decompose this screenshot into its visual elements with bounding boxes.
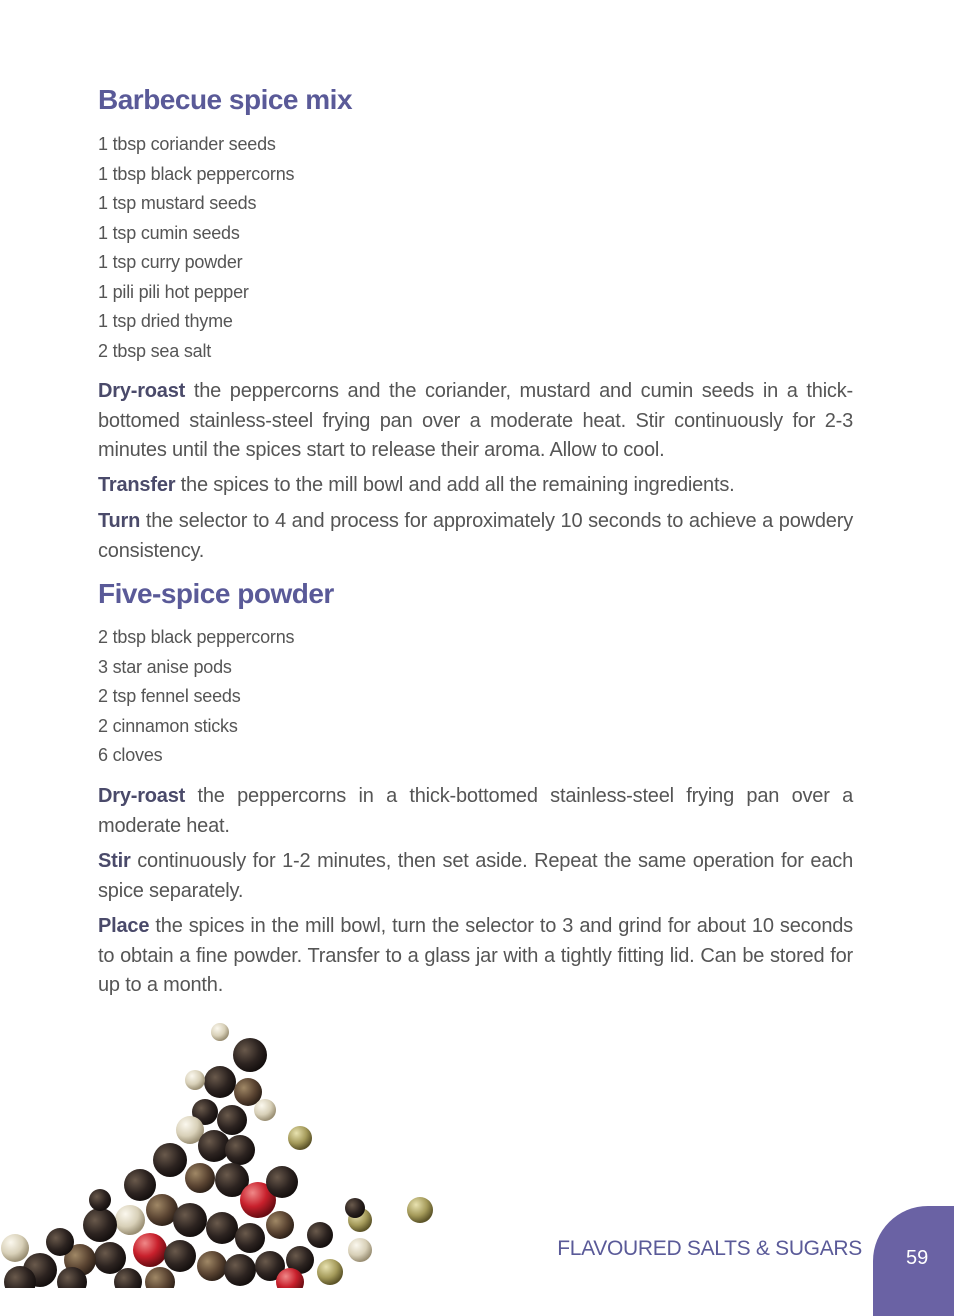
- ingredient-item: 2 tsp fennel seeds: [98, 686, 241, 706]
- peppercorn: [288, 1126, 312, 1150]
- peppercorn: [345, 1198, 365, 1218]
- step-text: the peppercorns and the coriander, mustard and cumin seeds in a thick-bottomed stainless-steel frying pan over a moderate heat. Stir continuously for 2-3 minutes until the spices start to release their aroma. Allow to cool.: [98, 380, 853, 461]
- ingredient-item: 1 tbsp black peppercorns: [98, 163, 295, 184]
- peppercorn: [83, 1208, 117, 1242]
- page-number: 59: [906, 1247, 929, 1269]
- ingredient-item: 1 tbsp coriander seeds: [98, 134, 276, 154]
- peppercorn: [266, 1211, 294, 1239]
- ingredient-item: 1 tsp cumin seeds: [98, 222, 240, 243]
- ingredient-item: 6 cloves: [98, 745, 163, 765]
- peppercorn: [266, 1166, 298, 1198]
- ingredient-item: 2 tbsp sea salt: [98, 340, 212, 361]
- step-text: the spices in the mill bowl, turn the selector to 3 and grind for about 10 seconds to obtain a fine powder. Transfer to a glass jar with a tightly fitting lid. Can be stored for up to a month.: [98, 915, 853, 996]
- peppercorn: [153, 1143, 187, 1177]
- peppercorn: [348, 1238, 372, 1262]
- ingredient-item: 1 tsp mustard seeds: [98, 193, 257, 213]
- peppercorn: [185, 1163, 215, 1193]
- method-step: [98, 471, 853, 501]
- peppercorn: [407, 1197, 433, 1223]
- peppercorn: [197, 1251, 227, 1281]
- peppercorn: [1, 1234, 29, 1262]
- peppercorn: [173, 1203, 207, 1237]
- method-step: [98, 847, 853, 906]
- ingredient-item: 2 cinnamon sticks: [98, 715, 238, 736]
- peppercorn: [89, 1189, 111, 1211]
- peppercorn: [94, 1242, 126, 1274]
- step-text: continuously for 1-2 minutes, then set aside. Repeat the same operation for each spice separately.: [98, 850, 853, 902]
- peppercorn: [254, 1099, 276, 1121]
- peppercorn: [185, 1070, 205, 1090]
- step-lead: Turn: [98, 510, 141, 532]
- step-lead: Dry-roast: [98, 380, 186, 402]
- peppercorn: [224, 1254, 256, 1286]
- ingredient-list: [98, 130, 294, 366]
- ingredient-item: 1 pili pili hot pepper: [98, 281, 249, 302]
- peppercorn: [133, 1233, 167, 1267]
- peppercorn: [217, 1105, 247, 1135]
- ingredient-item: 2 tbsp black peppercorns: [98, 627, 295, 647]
- recipe-title: Barbecue spice mix: [98, 84, 353, 115]
- peppercorn: [317, 1259, 343, 1285]
- ingredient-item: 1 tsp curry powder: [98, 252, 243, 272]
- ingredient-item: 1 tsp dried thyme: [98, 311, 233, 331]
- step-lead: Stir: [98, 850, 131, 872]
- peppercorn: [164, 1240, 196, 1272]
- step-text: the peppercorns in a thick-bottomed stainless-steel frying pan over a moderate heat.: [98, 785, 853, 837]
- method-step: [98, 912, 853, 1001]
- method-step: [98, 782, 853, 841]
- method-step: [98, 507, 853, 566]
- peppercorn: [235, 1223, 265, 1253]
- step-lead: Transfer: [98, 474, 176, 496]
- step-text: the spices to the mill bowl and add all the remaining ingredients.: [175, 474, 735, 496]
- peppercorn: [46, 1228, 74, 1256]
- ingredient-item: 3 star anise pods: [98, 656, 232, 677]
- method-step: [98, 377, 853, 466]
- peppercorns-photo: [0, 1020, 500, 1288]
- recipe-title: Five-spice powder: [98, 578, 334, 609]
- ingredient-list: [98, 623, 294, 771]
- step-text: the selector to 4 and process for approximately 10 seconds to achieve a powdery consistency.: [98, 510, 853, 562]
- step-lead: Dry-roast: [98, 785, 186, 807]
- peppercorn: [225, 1135, 255, 1165]
- step-lead: Place: [98, 915, 150, 937]
- peppercorn: [211, 1023, 229, 1041]
- peppercorn: [233, 1038, 267, 1072]
- peppercorn: [198, 1130, 230, 1162]
- peppercorn: [206, 1212, 238, 1244]
- peppercorn: [115, 1205, 145, 1235]
- section-label: FLAVOURED SALTS & SUGARS: [557, 1237, 862, 1260]
- peppercorn: [307, 1222, 333, 1248]
- peppercorn: [204, 1066, 236, 1098]
- peppercorn: [124, 1169, 156, 1201]
- peppercorn: [145, 1267, 175, 1288]
